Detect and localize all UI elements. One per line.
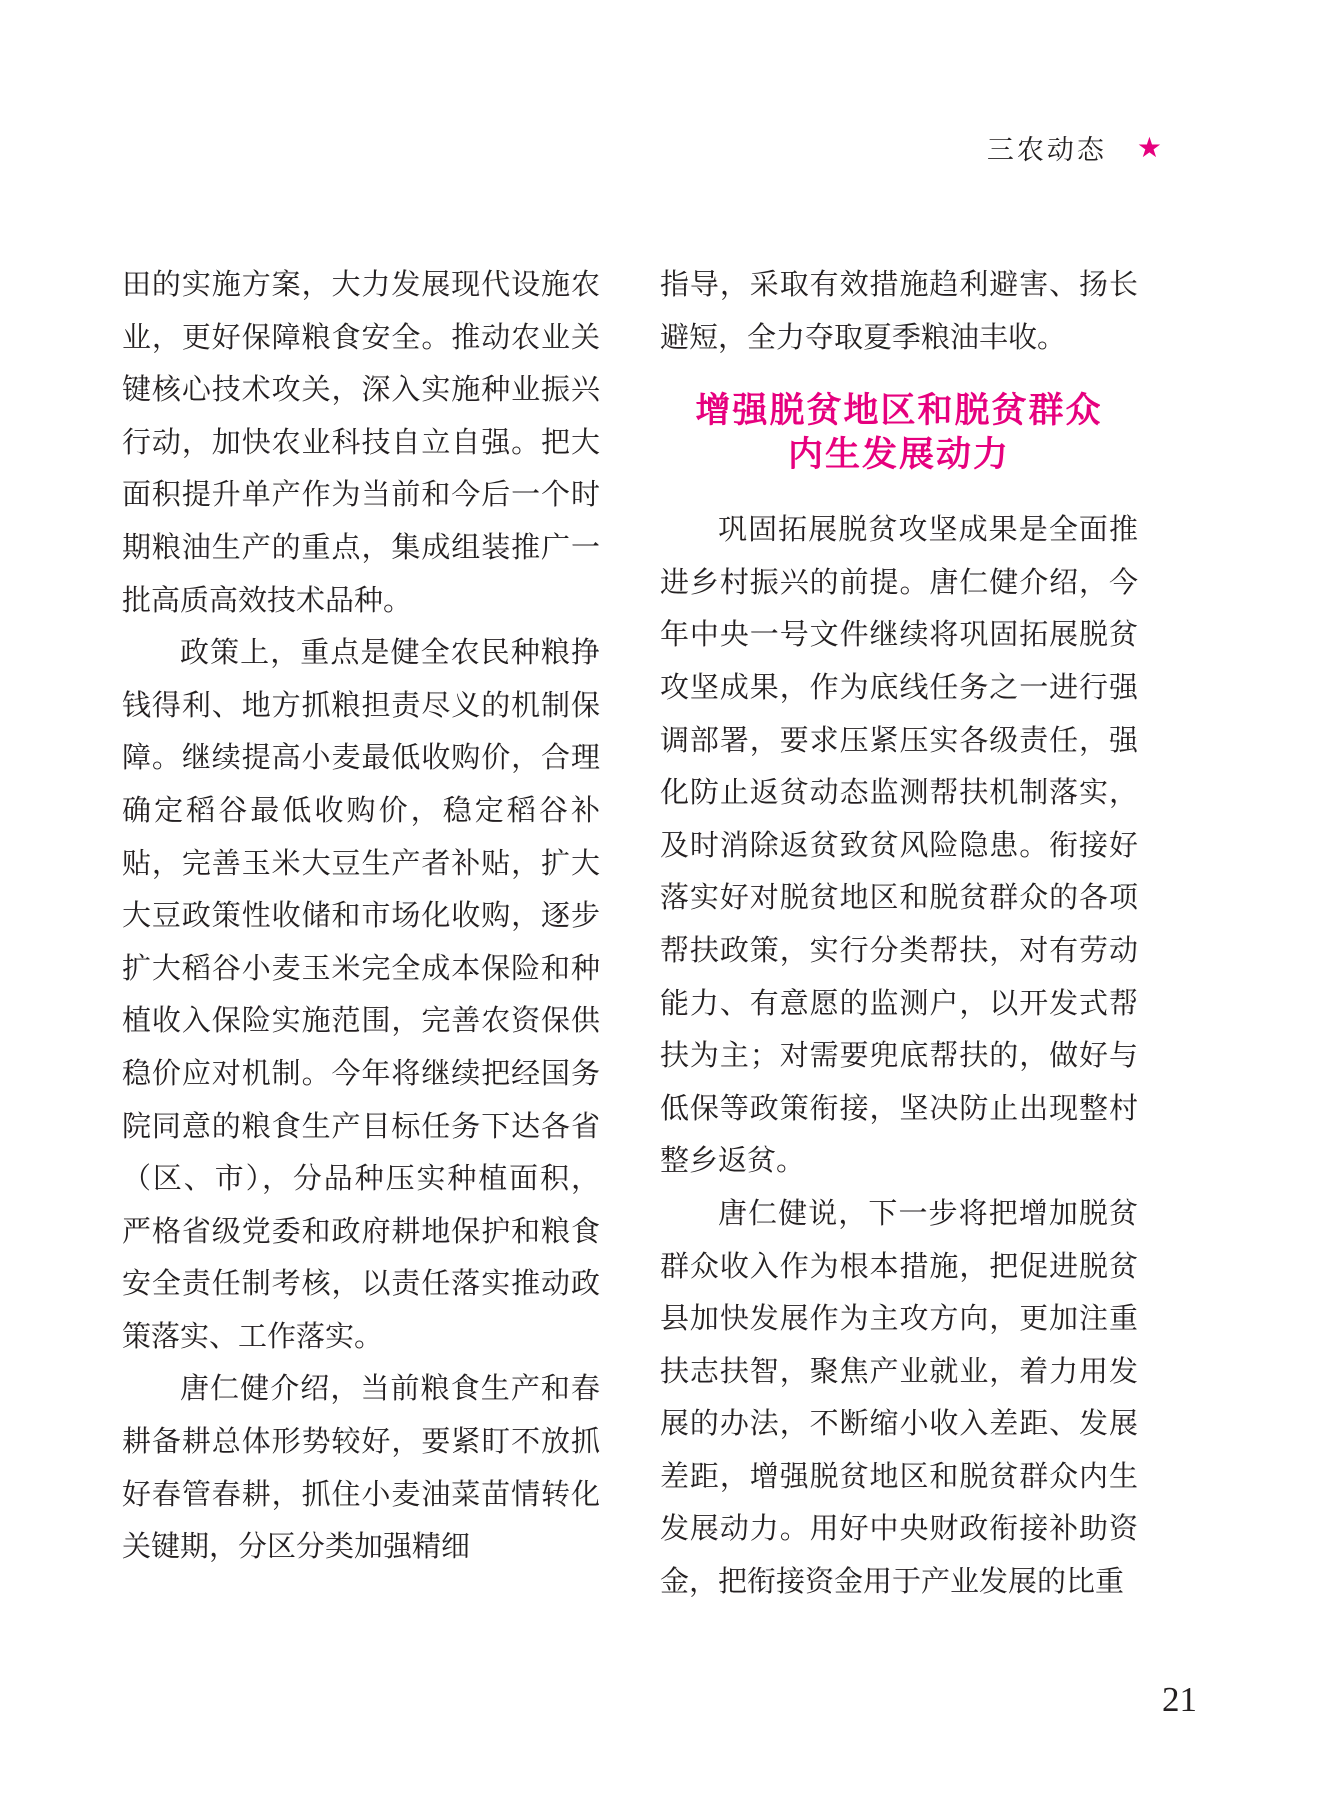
right-paragraph-2: 巩固拓展脱贫攻坚成果是全面推进乡村振兴的前提。唐仁健介绍，今年中央一号文件继续将巩固拓展脱贫攻坚成果，作为底线任务之一进行强调部署，要求压紧压实各级责任，强化防止返贫动态监测帮扶机制落实，及时消除返贫致贫风险隐患。衔接好落实好对脱贫地区和脱贫群众的各项帮扶政策，实行分类帮扶，对有劳动能力、有意愿的监测户，以开发式帮扶为主；对需要兜底帮扶的，做好与低保等政策衔接，坚决防止出现整村整乡返贫。 [660, 512, 1138, 1178]
page-number: 21 [1162, 1680, 1197, 1719]
right-paragraph-3: 唐仁健说，下一步将把增加脱贫群众收入作为根本措施，把促进脱贫县加快发展作为主攻方向，更加注重扶志扶智，聚焦产业就业，着力用发展的办法，不断缩小收入差距、发展差距，增强脱贫地区和脱贫群众内生发展动力。用好中央财政衔接补助资金，把衔接资金用于产业发展的比重 [660, 1195, 1138, 1599]
left-paragraph-2: 政策上，重点是健全农民种粮挣钱得利、地方抓粮担责尽义的机制保障。继续提高小麦最低收购价，合理确定稻谷最低收购价，稳定稻谷补贴，完善玉米大豆生产者补贴，扩大大豆政策性收储和市场化收购，逐步扩大稻谷小麦玉米完全成本保险和种植收入保险实施范围，完善农资保供稳价应对机制。今年将继续把经国务院同意的粮食生产目标任务下达各省（区、市），分品种压实种植面积，严格省级党委和政府耕地保护和粮食安全责任制考核，以责任落实推动政策落实、工作落实。 [122, 635, 600, 1353]
section-heading-line-2: 内生发展动力 [787, 435, 1010, 476]
left-paragraph-3: 唐仁健介绍，当前粮食生产和春耕备耕总体形势较好，要紧盯不放抓好春管春耕，抓住小麦油菜苗情转化关键期，分区分类加强精细 [122, 1371, 600, 1564]
right-paragraph-1: 指导，采取有效措施趋利避害、扬长避短，全力夺取夏季粮油丰收。 [660, 267, 1138, 354]
left-paragraph-1: 田的实施方案，大力发展现代设施农业，更好保障粮食安全。推动农业关键核心技术攻关，深入实施种业振兴行动，加快农业科技自立自强。把大面积提升单产作为当前和今后一个时期粮油生产的重点，集成组装推广一批高质高效技术品种。 [122, 267, 600, 617]
left-column [122, 258, 600, 1573]
running-header [987, 128, 1165, 167]
section-heading [660, 389, 1138, 477]
star-icon: ★ [1136, 131, 1165, 164]
section-title: 三农动态 [986, 135, 1107, 166]
section-heading-line-1: 增强脱贫地区和脱贫群众 [695, 391, 1103, 432]
right-column [660, 258, 1138, 1608]
